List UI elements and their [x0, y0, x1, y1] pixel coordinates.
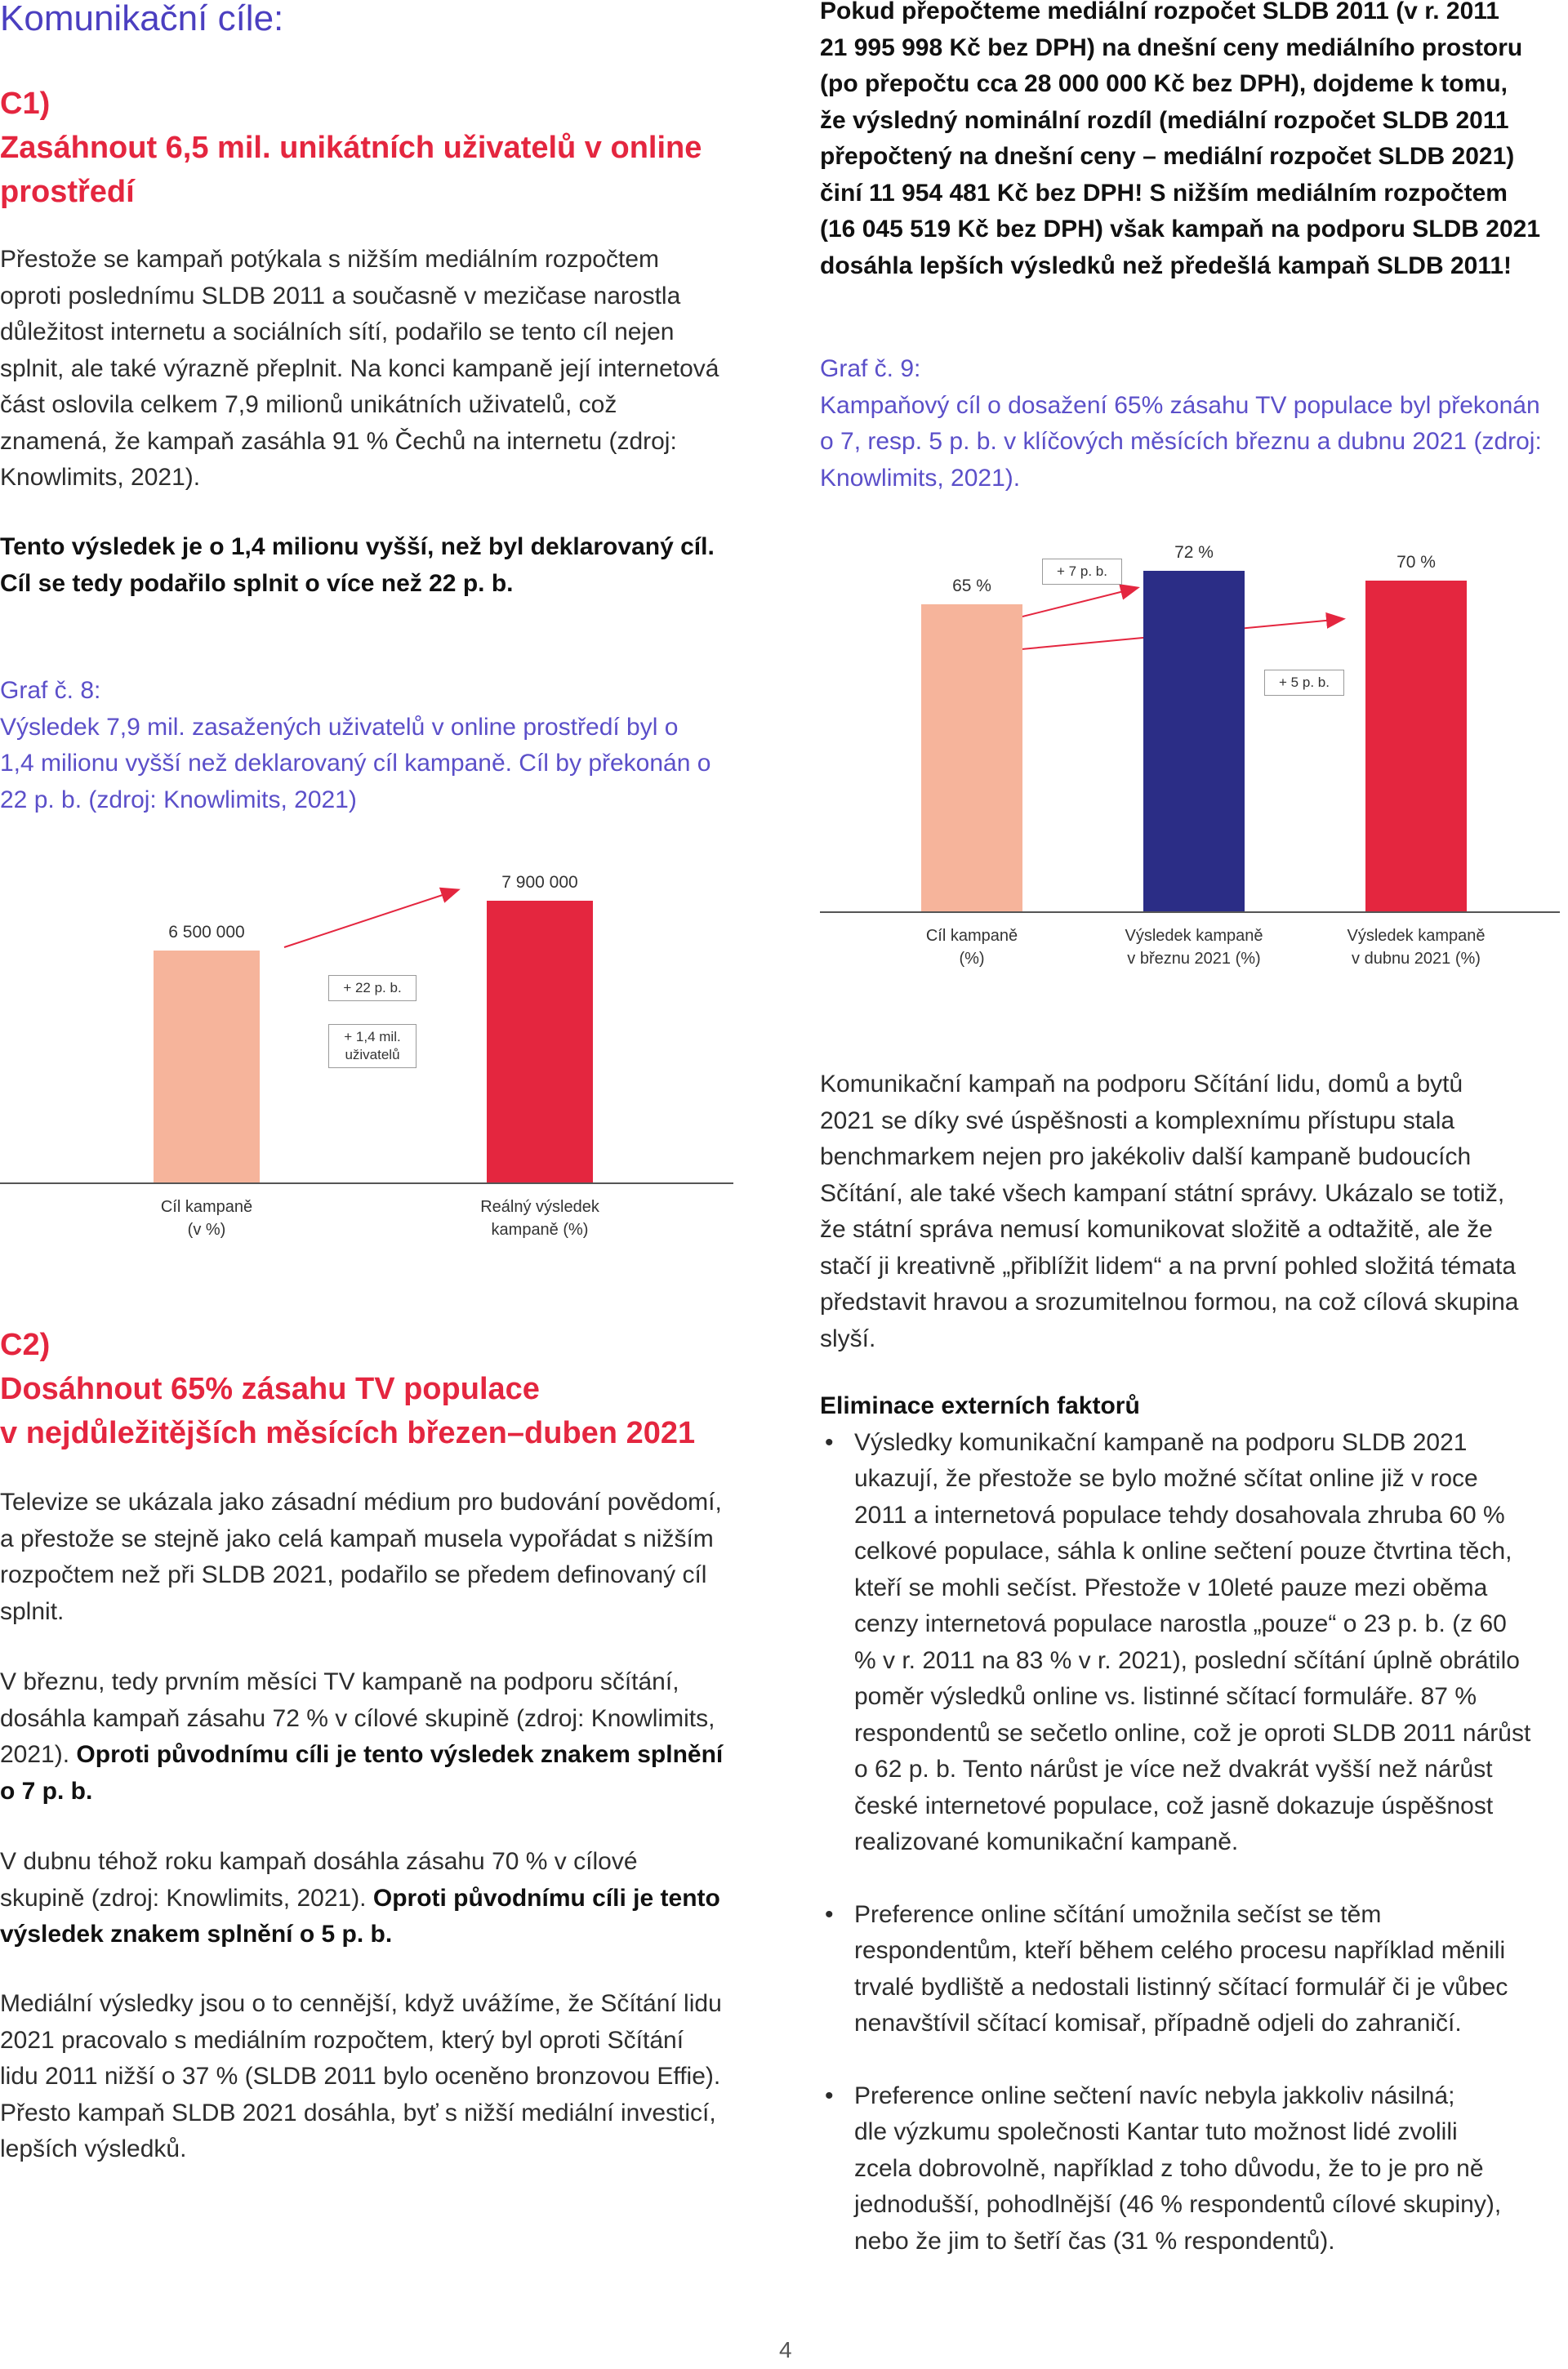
- graph-8-caption: [0, 673, 760, 818]
- page-number: 4: [779, 2337, 792, 2362]
- text-line: představit hravou a srozumitelnou formou, na což cílová skupina: [820, 1289, 1519, 1316]
- c1-paragraph-1: [0, 242, 760, 497]
- chart-9-category-label-1: Výsledek kampaně v březnu 2021 (%): [1125, 927, 1263, 968]
- text-line-bold: že výsledný nominální rozdíl (mediální rozpočet SLDB 2011: [820, 106, 1509, 134]
- text-line: celkové populace, sáhla k online sečtení pouze čtvrtina těch,: [854, 1538, 1512, 1565]
- text-line: rozpočtem než při SLDB 2021, podařilo se předem definovaný cíl: [0, 1561, 707, 1588]
- chart-9-bar-2: [1365, 581, 1467, 911]
- text-line-bold: Tento výsledek je o 1,4 milionu vyšší, než byl deklarovaný cíl.: [0, 533, 715, 560]
- text-line: splnit.: [0, 1597, 65, 1625]
- c2-label: C2): [0, 1328, 51, 1362]
- elimination-section: [820, 1388, 1568, 2296]
- bullet-item: [820, 1897, 1568, 2042]
- text-fragment: 2021).: [0, 1741, 77, 1768]
- chart-9-baseline: [820, 911, 1560, 913]
- text-line: Televize se ukázala jako zásadní médium pro budování povědomí,: [0, 1489, 722, 1516]
- text-line: Komunikační kampaň na podporu Sčítání lidu, domů a bytů: [820, 1071, 1463, 1098]
- text-line: dosáhla kampaň zásahu 72 % v cílové skupině (zdroj: Knowlimits,: [0, 1704, 715, 1732]
- section-c2: [0, 1323, 760, 1455]
- text-line: české internetové populace, což jasně dokazuje úspěšnost: [854, 1792, 1494, 1819]
- text-line: respondentů se sečetlo online, což je oproti SLDB 2011 nárůst: [854, 1719, 1531, 1747]
- text-line: Přesto kampaň SLDB 2021 dosáhla, byť s nižší mediální investicí,: [0, 2099, 716, 2126]
- text-line: V březnu, tedy prvním měsíci TV kampaně na podporu sčítání,: [0, 1668, 679, 1695]
- text-line: 1,4 milionu vyšší než deklarovaný cíl kampaně. Cíl by překonán o: [0, 750, 711, 777]
- text-line: splnit, ale také výrazně přeplnit. Na konci kampaně její internetová: [0, 354, 719, 382]
- text-line: část oslovila celkem 7,9 milionů unikátních uživatelů, což: [0, 391, 617, 418]
- chart-8-annotation-0: + 22 p. b.: [328, 975, 416, 1001]
- text-line-bold: (16 045 519 Kč bez DPH) však kampaň na podporu SLDB 2021: [820, 216, 1540, 243]
- text-fragment-bold: Oproti původnímu cíli je tento: [372, 1884, 720, 1912]
- chart-9-value-label-2: 70 %: [1396, 552, 1436, 572]
- chart-8-value-label-1: 7 900 000: [501, 872, 578, 892]
- chart-9-category-label-2: Výsledek kampaně v dubnu 2021 (%): [1347, 927, 1486, 968]
- text-line: jednodušší, pohodlnější (46 % respondentů cílové skupiny),: [854, 2191, 1502, 2218]
- text-line-bold: dosáhla lepších výsledků než předešlá kampaň SLDB 2011!: [820, 252, 1512, 279]
- text-line: kteří se mohli sečíst. Přestože v 10leté pauze mezi oběma: [854, 1574, 1488, 1601]
- section-c1: [0, 82, 760, 214]
- c2-paragraph-1: [0, 1485, 760, 1630]
- bullet-item: [820, 1425, 1568, 1861]
- text-line-bold: o 7 p. b.: [0, 1777, 93, 1805]
- text-line: realizované komunikační kampaně.: [854, 1828, 1239, 1855]
- text-line: Knowlimits, 2021).: [0, 464, 201, 491]
- chart-8-annotation-1: + 1,4 mil. uživatelů: [328, 1024, 416, 1068]
- text-line: nenavštívil sčítací komisař, případně odjeli do zahraničí.: [854, 2010, 1462, 2037]
- text-line: zcela dobrovolně, například z toho důvodu, že to je pro ně: [854, 2154, 1484, 2182]
- chart-9-value-label-0: 65 %: [952, 576, 991, 595]
- bullet-dot: •: [825, 2082, 834, 2109]
- c1-title-line2: prostředí: [0, 175, 135, 209]
- text-line: % v r. 2011 na 83 % v r. 2021), poslední sčítání úplně obrátilo: [854, 1646, 1520, 1674]
- text-line: oproti poslednímu SLDB 2011 a současně v mezičase narostla: [0, 282, 681, 309]
- chart-8-value-label-0: 6 500 000: [168, 923, 245, 942]
- c2-title-line1: Dosáhnout 65% zásahu TV populace: [0, 1372, 540, 1406]
- text-line: ukazují, že přestože se bylo možné sčítat online již v roce: [854, 1465, 1478, 1492]
- text-line: o 7, resp. 5 p. b. v klíčových měsících březnu a dubnu 2021 (zdroj:: [820, 428, 1542, 455]
- chart-9-annotation-0: + 7 p. b.: [1042, 559, 1122, 585]
- text-line: Preference online sečtení navíc nebyla jakkoliv násilná;: [854, 2082, 1455, 2109]
- text-line: Mediální výsledky jsou o to cennější, když uvážíme, že Sčítání lidu: [0, 1990, 722, 2017]
- text-fragment: skupině (zdroj: Knowlimits, 2021).: [0, 1884, 373, 1912]
- text-line: znamená, že kampaň zasáhla 91 % Čechů na internetu (zdroj:: [0, 427, 677, 455]
- text-line-mixed: [0, 1881, 760, 1917]
- text-line: Výsledky komunikační kampaně na podporu SLDB 2021: [854, 1428, 1468, 1456]
- text-line: důležitost internetu a sociálních sítí, podařilo se tento cíl nejen: [0, 318, 675, 345]
- elimination-heading: Eliminace externích faktorů: [820, 1392, 1140, 1419]
- c2-paragraph-4: [0, 1986, 760, 2168]
- elimination-bullet-list: [820, 1425, 1568, 2260]
- page-heading: Komunikační cíle:: [0, 0, 284, 38]
- text-line: benchmarkem nejen pro jakékoliv další kampaně budoucích: [820, 1143, 1472, 1170]
- chart-8-bar-1: [487, 901, 593, 1182]
- text-line: Preference online sčítání umožnila sečíst se těm: [854, 1900, 1382, 1928]
- c2-title-line2: v nejdůležitějších měsících březen–duben 2021: [0, 1416, 696, 1450]
- bullet-dot: •: [825, 1900, 834, 1928]
- text-line: Výsledek 7,9 mil. zasažených uživatelů v online prostředí byl o: [0, 713, 679, 741]
- budget-paragraph: [820, 0, 1568, 284]
- text-line: Přestože se kampaň potýkala s nižším mediálním rozpočtem: [0, 246, 659, 273]
- text-line: poměr výsledků online vs. listinné sčítací formuláře. 87 %: [854, 1683, 1477, 1710]
- c2-paragraph-2: [0, 1664, 760, 1810]
- chart-9-bar-1: [1143, 571, 1245, 911]
- text-line: a přestože se stejně jako celá kampaň musela vypořádat s nižším: [0, 1525, 714, 1552]
- text-line-bold: Pokud přepočteme mediální rozpočet SLDB 2011 (v r. 2011: [820, 0, 1499, 24]
- c1-title-line1: Zasáhnout 6,5 mil. unikátních uživatelů v online: [0, 131, 702, 165]
- chart-8-bar-0: [154, 951, 260, 1182]
- chart-9-annotation-1: + 5 p. b.: [1264, 670, 1344, 696]
- text-line: respondentům, kteří během celého procesu například měnili: [854, 1937, 1506, 1964]
- chart-8-category-label-0: Cíl kampaně (v %): [160, 1198, 253, 1239]
- chart-8-baseline: [0, 1182, 733, 1184]
- text-line: 2021 pracovalo s mediálním rozpočtem, který byl oproti Sčítání: [0, 2026, 684, 2054]
- c1-paragraph-2: [0, 529, 760, 602]
- text-line-bold: přepočtený na dnešní ceny – mediální rozpočet SLDB 2021): [820, 143, 1515, 170]
- text-line: 2021 se díky své úspěšnosti a komplexnímu přístupu stala: [820, 1107, 1455, 1134]
- chart-graf-8: [0, 866, 735, 1249]
- text-line-bold: (po přepočtu cca 28 000 000 Kč bez DPH), dojdeme k tomu,: [820, 70, 1508, 97]
- c2-paragraph-3: [0, 1844, 760, 1953]
- benchmark-paragraph: [820, 1066, 1568, 1357]
- text-line: Sčítání, ale také všech kampaní státní správy. Ukázalo se totiž,: [820, 1179, 1505, 1207]
- text-line: lepších výsledků.: [0, 2135, 187, 2162]
- graph-9-caption: [820, 351, 1568, 497]
- text-line: V dubnu téhož roku kampaň dosáhla zásahu 70 % v cílové: [0, 1848, 638, 1875]
- text-line: lidu 2011 nižší o 37 % (SLDB 2011 bylo oceněno bronzovou Effie).: [0, 2063, 721, 2090]
- text-line-bold: výsledek znakem splnění o 5 p. b.: [0, 1921, 393, 1948]
- text-line-bold: činí 11 954 481 Kč bez DPH! S nižším mediálním rozpočtem: [820, 179, 1508, 207]
- text-line-bold: Cíl se tedy podařilo splnit o více než 22 p. b.: [0, 569, 514, 597]
- c1-label: C1): [0, 87, 51, 121]
- chart-graf-9: [820, 543, 1563, 980]
- text-line: Kampaňový cíl o dosažení 65% zásahu TV populace byl překonán: [820, 391, 1540, 419]
- bullet-dot: •: [825, 1428, 834, 1456]
- chart-9-value-label-1: 72 %: [1174, 543, 1214, 563]
- text-line: nebo že jim to šetří čas (31 % respondentů).: [854, 2227, 1335, 2255]
- text-line: že státní správa nemusí komunikovat složitě a odtažitě, ale že: [820, 1216, 1493, 1243]
- text-line-mixed: [0, 1737, 760, 1774]
- bullet-item: [820, 2078, 1568, 2260]
- text-line: dle výzkumu společnosti Kantar tuto možnost lidé zvolili: [854, 2118, 1458, 2145]
- chart-8-category-label-1: Reálný výsledek kampaně (%): [480, 1198, 599, 1239]
- text-line: stačí ji kreativně „přiblížit lidem“ a na první pohled složitá témata: [820, 1252, 1517, 1280]
- text-line: slyší.: [820, 1325, 876, 1352]
- chart-8-arrow-line: [284, 890, 457, 947]
- chart-9-category-label-0: Cíl kampaně (%): [925, 927, 1018, 968]
- text-line: 2011 a internetová populace tehdy dosahovala zhruba 60 %: [854, 1501, 1505, 1529]
- text-line: 22 p. b. (zdroj: Knowlimits, 2021): [0, 786, 357, 813]
- graph-9-label: Graf č. 9:: [820, 355, 921, 382]
- text-line-bold: 21 995 998 Kč bez DPH) na dnešní ceny mediálního prostoru: [820, 33, 1523, 61]
- text-line: cenzy internetová populace narostla „pouze“ o 23 p. b. (z 60: [854, 1610, 1507, 1637]
- chart-9-bar-0: [921, 604, 1022, 911]
- graph-8-label: Graf č. 8:: [0, 677, 101, 704]
- text-fragment-bold: Oproti původnímu cíli je tento výsledek znakem splnění: [76, 1741, 724, 1768]
- text-line: Knowlimits, 2021).: [820, 464, 1021, 492]
- text-line: o 62 p. b. Tento nárůst je více než dvakrát vyšší než nárůst: [854, 1756, 1493, 1783]
- text-line: trvalé bydliště a nedostali listinný sčítací formulář či je vůbec: [854, 1973, 1508, 2001]
